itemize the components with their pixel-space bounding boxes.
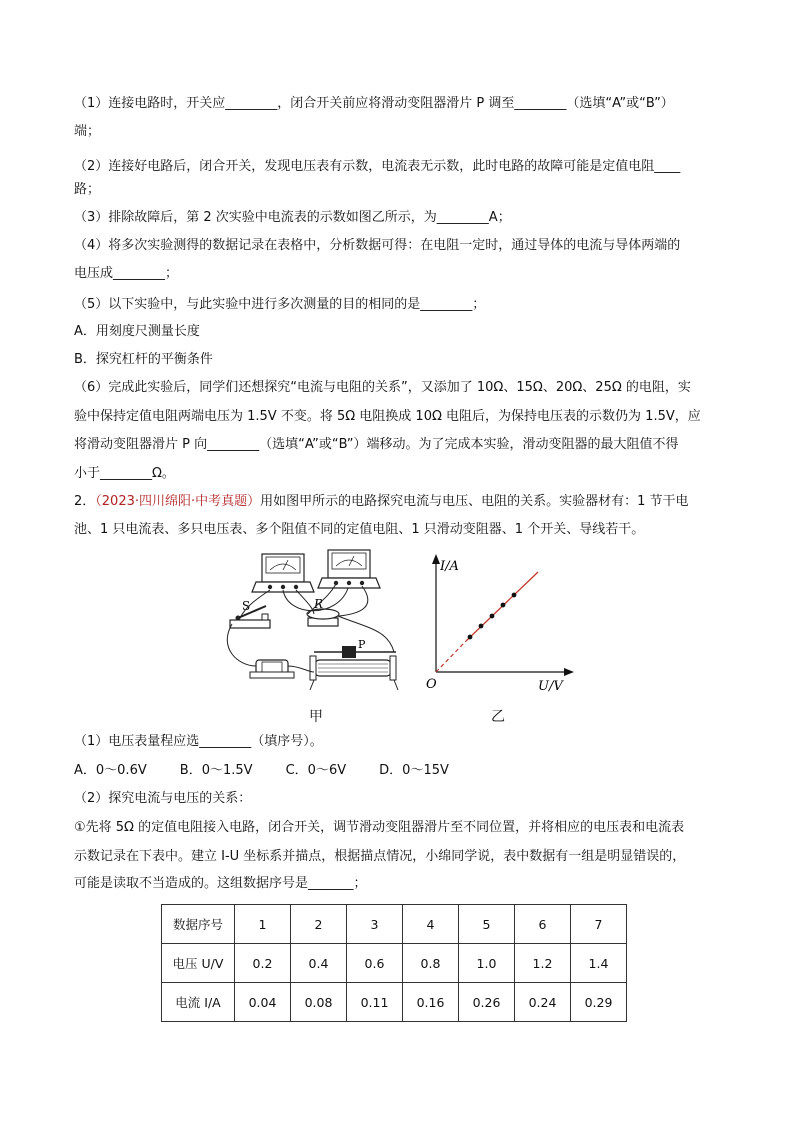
table-cell: 0.8 (403, 944, 459, 983)
table-header-cell: 数据序号 (162, 905, 235, 944)
y-axis-label: I/A (440, 559, 459, 574)
rheostat-icon (310, 646, 398, 690)
table-header-cell: 2 (291, 905, 347, 944)
x-axis-arrow-icon (564, 668, 574, 676)
q1-part1: （1）连接电路时，开关应________，闭合开关前应将滑动变阻器滑片 P 调至________（选填“A”或“B”） (74, 96, 674, 111)
q1-part4: （4）将多次实验测得的数据记录在表格中，分析数据可得：在电阻一定时，通过导体的电流与导体两端的 (74, 238, 681, 253)
y-axis-arrow-icon (432, 554, 440, 564)
q2-source-tag: （2023·四川绵阳·中考真题） (95, 494, 261, 509)
data-point (490, 614, 495, 619)
resistor-icon (307, 609, 339, 626)
table-cell: 0.6 (347, 944, 403, 983)
q1-part6-l1: （6）完成此实验后，同学们还想探究“电流与电阻的关系”，又添加了 10Ω、15Ω、20Ω、25Ω 的电阻，实 (74, 380, 691, 395)
q1-part6-l3: 将滑动变阻器滑片 P 向________（选填“A”或“B”）端移动。为了完成本实验，滑动变阻器的最大阻值不得 (74, 437, 679, 452)
q1-part3: （3）排除故障后，第 2 次实验中电流表的示数如图乙所示，为________A； (74, 210, 511, 225)
q2-stem-text: 用如图甲所示的电路探究电流与电压、电阻的关系。实验器材有：1 节干电 (260, 494, 689, 509)
data-point (479, 624, 484, 629)
table-header-cell: 5 (459, 905, 515, 944)
table-row (162, 983, 627, 1022)
data-point (512, 593, 517, 598)
option-b: B．探究杠杆的平衡条件 (74, 352, 213, 367)
x-axis-label: U/V (538, 679, 563, 694)
q2-part1-options: A．0～0.6V B．0～1.5V C．0～6V D．0～15V (74, 763, 449, 778)
table-cell: 1.2 (515, 944, 571, 983)
extrapolated-line (436, 641, 466, 672)
q1-part2-cont: 路； (74, 182, 101, 197)
table-header-cell: 7 (571, 905, 627, 944)
table-cell: 1.4 (571, 944, 627, 983)
table-cell: 0.04 (235, 983, 291, 1022)
q1-part5: （5）以下实验中，与此实验中进行多次测量的目的相同的是________； (74, 297, 486, 312)
table-cell: 0.26 (459, 983, 515, 1022)
ammeter-icon (252, 554, 314, 592)
table-cell: 0.16 (403, 983, 459, 1022)
table-cell: 0.2 (235, 944, 291, 983)
origin-label: O (426, 677, 437, 692)
table-header-cell: 4 (403, 905, 459, 944)
table-cell: 0.08 (291, 983, 347, 1022)
q2-part2: （2）探究电流与电压的关系： (74, 791, 252, 806)
table-row-label: 电压 U/V (162, 944, 235, 983)
table-header-cell: 1 (235, 905, 291, 944)
q1-part1-cont: 端； (74, 124, 101, 139)
q2-stem-line2: 池、1 只电流表、多只电压表、多个阻值不同的定值电阻、1 只滑动变阻器、1 个开关、导线若干。 (74, 522, 645, 537)
table-row-label: 电流 I/A (162, 983, 235, 1022)
q1-part4-cont: 电压成________； (74, 266, 179, 281)
battery-icon (250, 660, 294, 678)
iu-graph (420, 552, 580, 700)
voltmeter-icon (318, 550, 380, 588)
table-row (162, 944, 627, 983)
q1-part6-l4: 小于________Ω。 (74, 466, 175, 481)
table-header-cell: 6 (515, 905, 571, 944)
q2-part1: （1）电压表量程应选________（填序号）。 (74, 734, 323, 749)
q2-stem-line1 (74, 494, 689, 510)
data-point (468, 635, 473, 640)
q2-number: 2． (74, 494, 96, 509)
circuit-diagram (218, 548, 410, 696)
data-table (161, 904, 627, 1022)
option-a: A．用刻度尺测量长度 (74, 324, 200, 339)
resistor-label: R (314, 597, 324, 611)
table-cell: 0.4 (291, 944, 347, 983)
q2-part2-l2: 示数记录在下表中。建立 I-U 坐标系并描点，根据描点情况，小绵同学说，表中数据有一组是明显错误的， (74, 849, 686, 864)
q1-part6-l2: 验中保持定值电阻两端电压为 1.5V 不变。将 5Ω 电阻换成 10Ω 电阻后，为保持电压表的示数仍为 1.5V，应 (74, 409, 701, 424)
table-cell: 0.11 (347, 983, 403, 1022)
slider-label: P (358, 638, 366, 651)
table-cell: 0.24 (515, 983, 571, 1022)
q1-part2: （2）连接好电路后，闭合开关，发现电压表有示数，电流表无示数，此时电路的故障可能是定值电阻____ (74, 159, 681, 174)
figure-b-caption: 乙 (491, 709, 505, 725)
q2-part2-l1: ①先将 5Ω 的定值电阻接入电路，闭合开关，调节滑动变阻器滑片至不同位置，并将相应的电压表和电流表 (74, 820, 685, 835)
switch-label: S (242, 599, 251, 613)
figure-a-caption: 甲 (309, 709, 323, 725)
table-header-cell: 3 (347, 905, 403, 944)
table-cell: 1.0 (459, 944, 515, 983)
q2-part2-l3: 可能是读取不当造成的。这组数据序号是_______； (74, 876, 367, 891)
data-point (501, 603, 506, 608)
table-header-row (162, 905, 627, 944)
table-cell: 0.29 (571, 983, 627, 1022)
